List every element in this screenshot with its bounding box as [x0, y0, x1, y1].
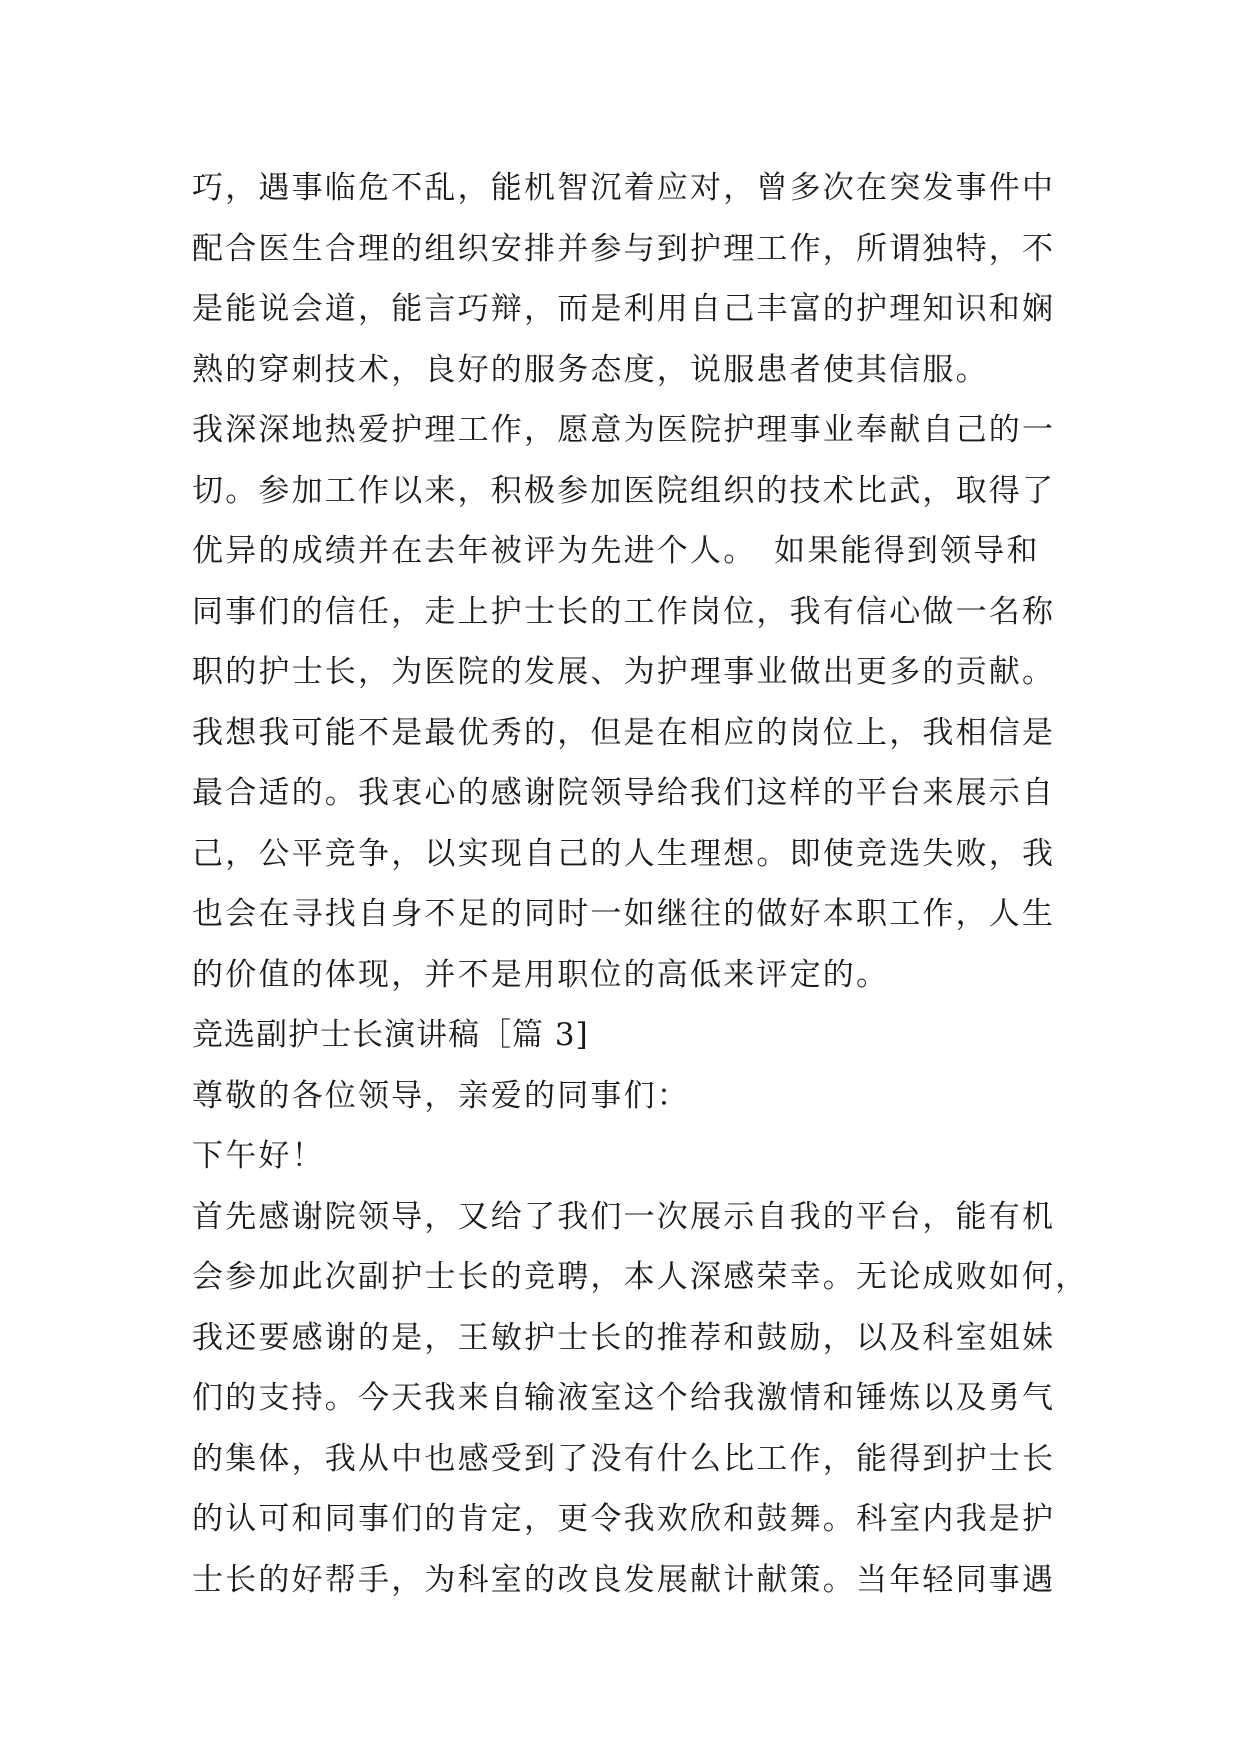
- text-line: 的价值的体现，并不是用职位的高低来评定的。: [192, 956, 890, 993]
- text-line: 己，公平竞争，以实现自己的人生理想。即使竞选失败，我: [192, 835, 1056, 872]
- greeting: 下午好！: [192, 1138, 325, 1174]
- text-line: 最合适的。我衷心的感谢院领导给我们这样的平台来展示自: [192, 775, 1056, 811]
- text-line: 配合医生合理的组织安排并参与到护理工作，所谓独特，不: [192, 230, 1056, 267]
- text-line: 职的护士长，为医院的发展、为护理事业做出更多的贡献。: [192, 654, 1056, 690]
- salutation: 尊敬的各位领导，亲爱的同事们：: [192, 1077, 690, 1114]
- text-line: 熟的穿刺技术，良好的服务态度，说服患者使其信服。: [192, 351, 989, 388]
- text-line: 同事们的信任，走上护士长的工作岗位，我有信心做一名称: [192, 593, 1056, 630]
- text-line: 切。参加工作以来，积极参加医院组织的技术比武，取得了: [192, 472, 1056, 509]
- text-line: 的认可和同事们的肯定，更令我欢欣和鼓舞。科室内我是护: [192, 1501, 1056, 1537]
- text-line: 我还要感谢的是，王敏护士长的推荐和鼓励，以及科室姐妹: [192, 1319, 1056, 1356]
- text-line: 的集体，我从中也感受到了没有什么比工作，能得到护士长: [192, 1440, 1056, 1477]
- text-line: 我深深地热爱护理工作，愿意为医院护理事业奉献自己的一: [192, 412, 1056, 448]
- text-line: 优异的成绩并在去年被评为先进个人。 如果能得到领导和: [192, 533, 1040, 569]
- section-heading: 竞选副护士长演讲稿［篇 3]: [192, 1017, 589, 1053]
- text-line: 也会在寻找自身不足的同时一如继往的做好本职工作，人生: [192, 896, 1056, 932]
- text-line: 巧，遇事临危不乱，能机智沉着应对，曾多次在突发事件中: [192, 170, 1056, 206]
- text-line: 会参加此次副护士长的竞聘，本人深感荣幸。无论成败如何，: [192, 1259, 1089, 1295]
- text-line: 士长的好帮手，为科室的改良发展献计献策。当年轻同事遇: [192, 1561, 1056, 1598]
- text-line: 们的支持。今天我来自输液室这个给我激情和锤炼以及勇气: [192, 1380, 1056, 1416]
- text-line: 是能说会道，能言巧辩，而是利用自己丰富的护理知识和娴: [192, 291, 1056, 327]
- text-line: 首先感谢院领导，又给了我们一次展示自我的平台，能有机: [192, 1198, 1056, 1235]
- body-text: [192, 158, 1089, 1610]
- text-line: 我想我可能不是最优秀的，但是在相应的岗位上，我相信是: [192, 714, 1056, 751]
